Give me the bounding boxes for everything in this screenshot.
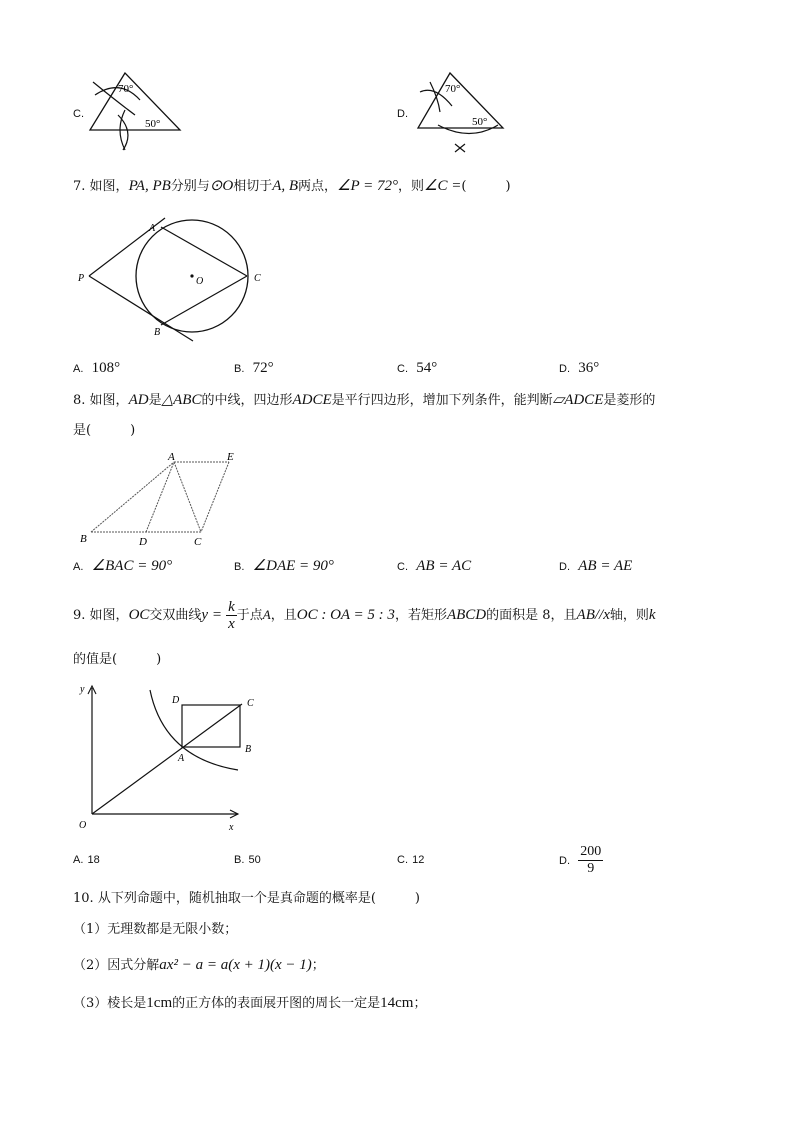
q9-option-b-value: 50 [248, 854, 261, 866]
q8-option-b[interactable] [234, 556, 334, 577]
q9-text-mid6: 轴，则 [609, 608, 649, 623]
q6-option-c-figure [85, 70, 195, 155]
q7-text-mid3: 两点， [298, 179, 338, 194]
q7-text-mid2: 相切于 [233, 179, 273, 194]
q6-c-angle-right: 50° [145, 118, 161, 130]
q10-item-1 [73, 920, 237, 940]
q8-math-ad: AD [128, 392, 149, 408]
q9-math-ratio: OC : OA = 5 : 3 [296, 607, 395, 623]
q9-option-c-label: C. [397, 854, 408, 866]
q9-label-y: y [80, 684, 85, 695]
q9-option-d-num: 200 [580, 844, 602, 859]
q9-label-x: x [229, 822, 234, 833]
q9-stem-line1 [73, 597, 656, 634]
q6-option-c-label: C. [73, 108, 84, 120]
q10-item-2-text-a: 因式分解 [107, 958, 160, 973]
q9-option-d-label: D. [559, 855, 570, 867]
q8-text-mid3: 是平行四边形，增加下列条件，能判断 [331, 393, 553, 408]
q8-option-a-value: ∠BAC = 90° [91, 558, 173, 574]
q7-option-b[interactable] [234, 358, 274, 379]
q8-label-c: C [194, 536, 202, 548]
q8-option-d-value: AB = AE [578, 558, 633, 574]
q8-text-mid1: 是 [148, 393, 162, 408]
q7-option-c-value: 54° [416, 360, 438, 376]
q7-option-a-label: A. [73, 363, 84, 375]
q8-stem-line1 [73, 390, 655, 411]
q9-math-abcd: ABCD [446, 607, 487, 623]
q8-math-tri: △ABC [161, 392, 202, 408]
q7-option-d[interactable] [559, 358, 599, 379]
q7-text-mid4: ，则 [398, 179, 425, 194]
q7-figure [75, 215, 275, 345]
q9-math-a: A [262, 607, 271, 622]
q9-option-d-den: 9 [587, 861, 595, 876]
q10-item-3 [73, 993, 426, 1014]
q8-label-b: B [80, 533, 87, 545]
q8-label-e: E [227, 451, 234, 463]
q9-text-mid4: ，若矩形 [394, 608, 447, 623]
q7-math-ask: ∠C = [424, 178, 462, 194]
q6-d-angle-top: 70° [445, 83, 461, 95]
q8-option-b-value: ∠DAE = 90° [252, 558, 334, 574]
q10-item-3-num: （3） [73, 996, 108, 1011]
q10-text: 从下列命题中，随机抽取一个是真命题的概率是( ) [97, 891, 420, 906]
q6-option-d-label: D. [397, 108, 408, 120]
q10-item-2-text-b: ； [311, 958, 325, 973]
q9-label-c: C [247, 698, 254, 709]
q8-math-para: ▱ADCE [552, 392, 604, 408]
q9-label-d: D [172, 695, 180, 706]
q7-label-c: C [254, 273, 261, 284]
q9-text-mid5: 的面积是 8，且 [486, 608, 577, 623]
q8-option-c-value: AB = AC [416, 558, 472, 574]
q10-item-3-text-a: 棱长是 [107, 996, 147, 1011]
q10-item-3-text-c: ； [413, 996, 427, 1011]
q9-math-k: k [648, 607, 656, 623]
q9-option-c-value: 12 [412, 854, 425, 866]
q9-option-b-label: B. [234, 854, 245, 866]
q9-option-c[interactable] [397, 850, 424, 870]
q9-frac-num: k [228, 599, 235, 615]
q10-item-3-math2: 14cm [380, 995, 414, 1011]
q8-option-b-label: B. [234, 561, 245, 573]
q7-option-c-label: C. [397, 363, 408, 375]
q8-text-before: 如图， [89, 393, 129, 408]
q8-option-a-label: A. [73, 561, 84, 573]
q8-option-a[interactable] [73, 556, 172, 577]
q7-label-a: A [149, 223, 156, 234]
q9-stem-line2: 的值是( ) [73, 652, 162, 667]
q9-option-a[interactable] [73, 850, 100, 870]
q7-text-mid1: 分别与 [170, 179, 210, 194]
q7-option-d-label: D. [559, 363, 570, 375]
q7-number: 7. [73, 179, 86, 194]
q8-text-mid4: 是菱形的 [603, 393, 656, 408]
q10-number: 10. [73, 891, 94, 906]
q9-option-a-label: A. [73, 854, 84, 866]
q9-option-a-value: 18 [87, 854, 100, 866]
q8-number: 8. [73, 393, 86, 408]
q6-option-d-figure [410, 70, 520, 155]
q8-label-d: D [139, 536, 147, 548]
q10-item-1-num: （1） [73, 922, 108, 937]
q7-paren: ( ) [461, 179, 511, 194]
q9-label-o: O [79, 820, 87, 831]
q7-option-b-label: B. [234, 363, 245, 375]
q9-text-mid1: 交双曲线 [149, 608, 202, 623]
q8-text-mid2: 的中线，四边形 [201, 393, 293, 408]
q8-figure [75, 448, 255, 553]
q9-label-a: A [178, 753, 185, 764]
q9-text-mid2: 于点 [236, 608, 263, 623]
q8-option-d[interactable] [559, 556, 632, 577]
q9-figure [72, 678, 272, 838]
q9-math-oc: OC [128, 607, 150, 623]
q9-option-d[interactable] [559, 843, 603, 879]
q7-math-pa-pb: PA, PB [128, 178, 171, 194]
q7-option-d-value: 36° [578, 360, 600, 376]
q10-item-2-num: （2） [73, 958, 108, 973]
q7-math-condition: ∠P = 72° [337, 178, 399, 194]
q8-label-a: A [168, 451, 175, 463]
q9-math-parallel: AB//x [576, 607, 610, 623]
q7-option-c[interactable] [397, 358, 437, 379]
q9-frac-den: x [228, 616, 235, 632]
q6-c-angle-top: 70° [118, 83, 134, 95]
q7-math-circle: ⊙O [209, 178, 234, 194]
q8-option-d-label: D. [559, 561, 570, 573]
q8-option-c-label: C. [397, 561, 408, 573]
q7-label-b: B [154, 327, 161, 338]
q7-option-a[interactable] [73, 358, 120, 379]
q10-stem [73, 889, 420, 909]
q10-item-1-text: 无理数都是无限小数； [107, 922, 238, 937]
q10-item-2-math: ax² − a = a(x + 1)(x − 1) [159, 957, 312, 973]
q9-number: 9. [73, 608, 86, 623]
q10-item-2 [73, 955, 325, 976]
q9-option-d-fraction [578, 844, 603, 877]
q9-math-y: y = [201, 607, 222, 623]
q8-option-c[interactable] [397, 556, 471, 577]
q7-option-b-value: 72° [252, 360, 274, 376]
q7-text-before: 如图， [89, 179, 129, 194]
q6-d-angle-right: 50° [472, 116, 488, 128]
q7-math-ab: A, B [272, 178, 299, 194]
q7-label-o: O [196, 276, 204, 287]
q9-label-b: B [245, 744, 252, 755]
q10-item-3-text-b: 的正方体的表面展开图的周长一定是 [172, 996, 381, 1011]
q9-text-before: 如图， [89, 608, 129, 623]
q8-math-adce: ADCE [292, 392, 332, 408]
q9-fraction [226, 599, 237, 632]
q7-option-a-value: 108° [91, 360, 121, 376]
q7-stem [73, 176, 511, 197]
q9-text-mid3: ，且 [270, 608, 297, 623]
q7-label-p: P [78, 273, 85, 284]
q9-option-b[interactable] [234, 850, 261, 870]
q10-item-3-math1: 1cm [146, 995, 173, 1011]
q8-stem-line2: 是( ) [73, 423, 136, 438]
